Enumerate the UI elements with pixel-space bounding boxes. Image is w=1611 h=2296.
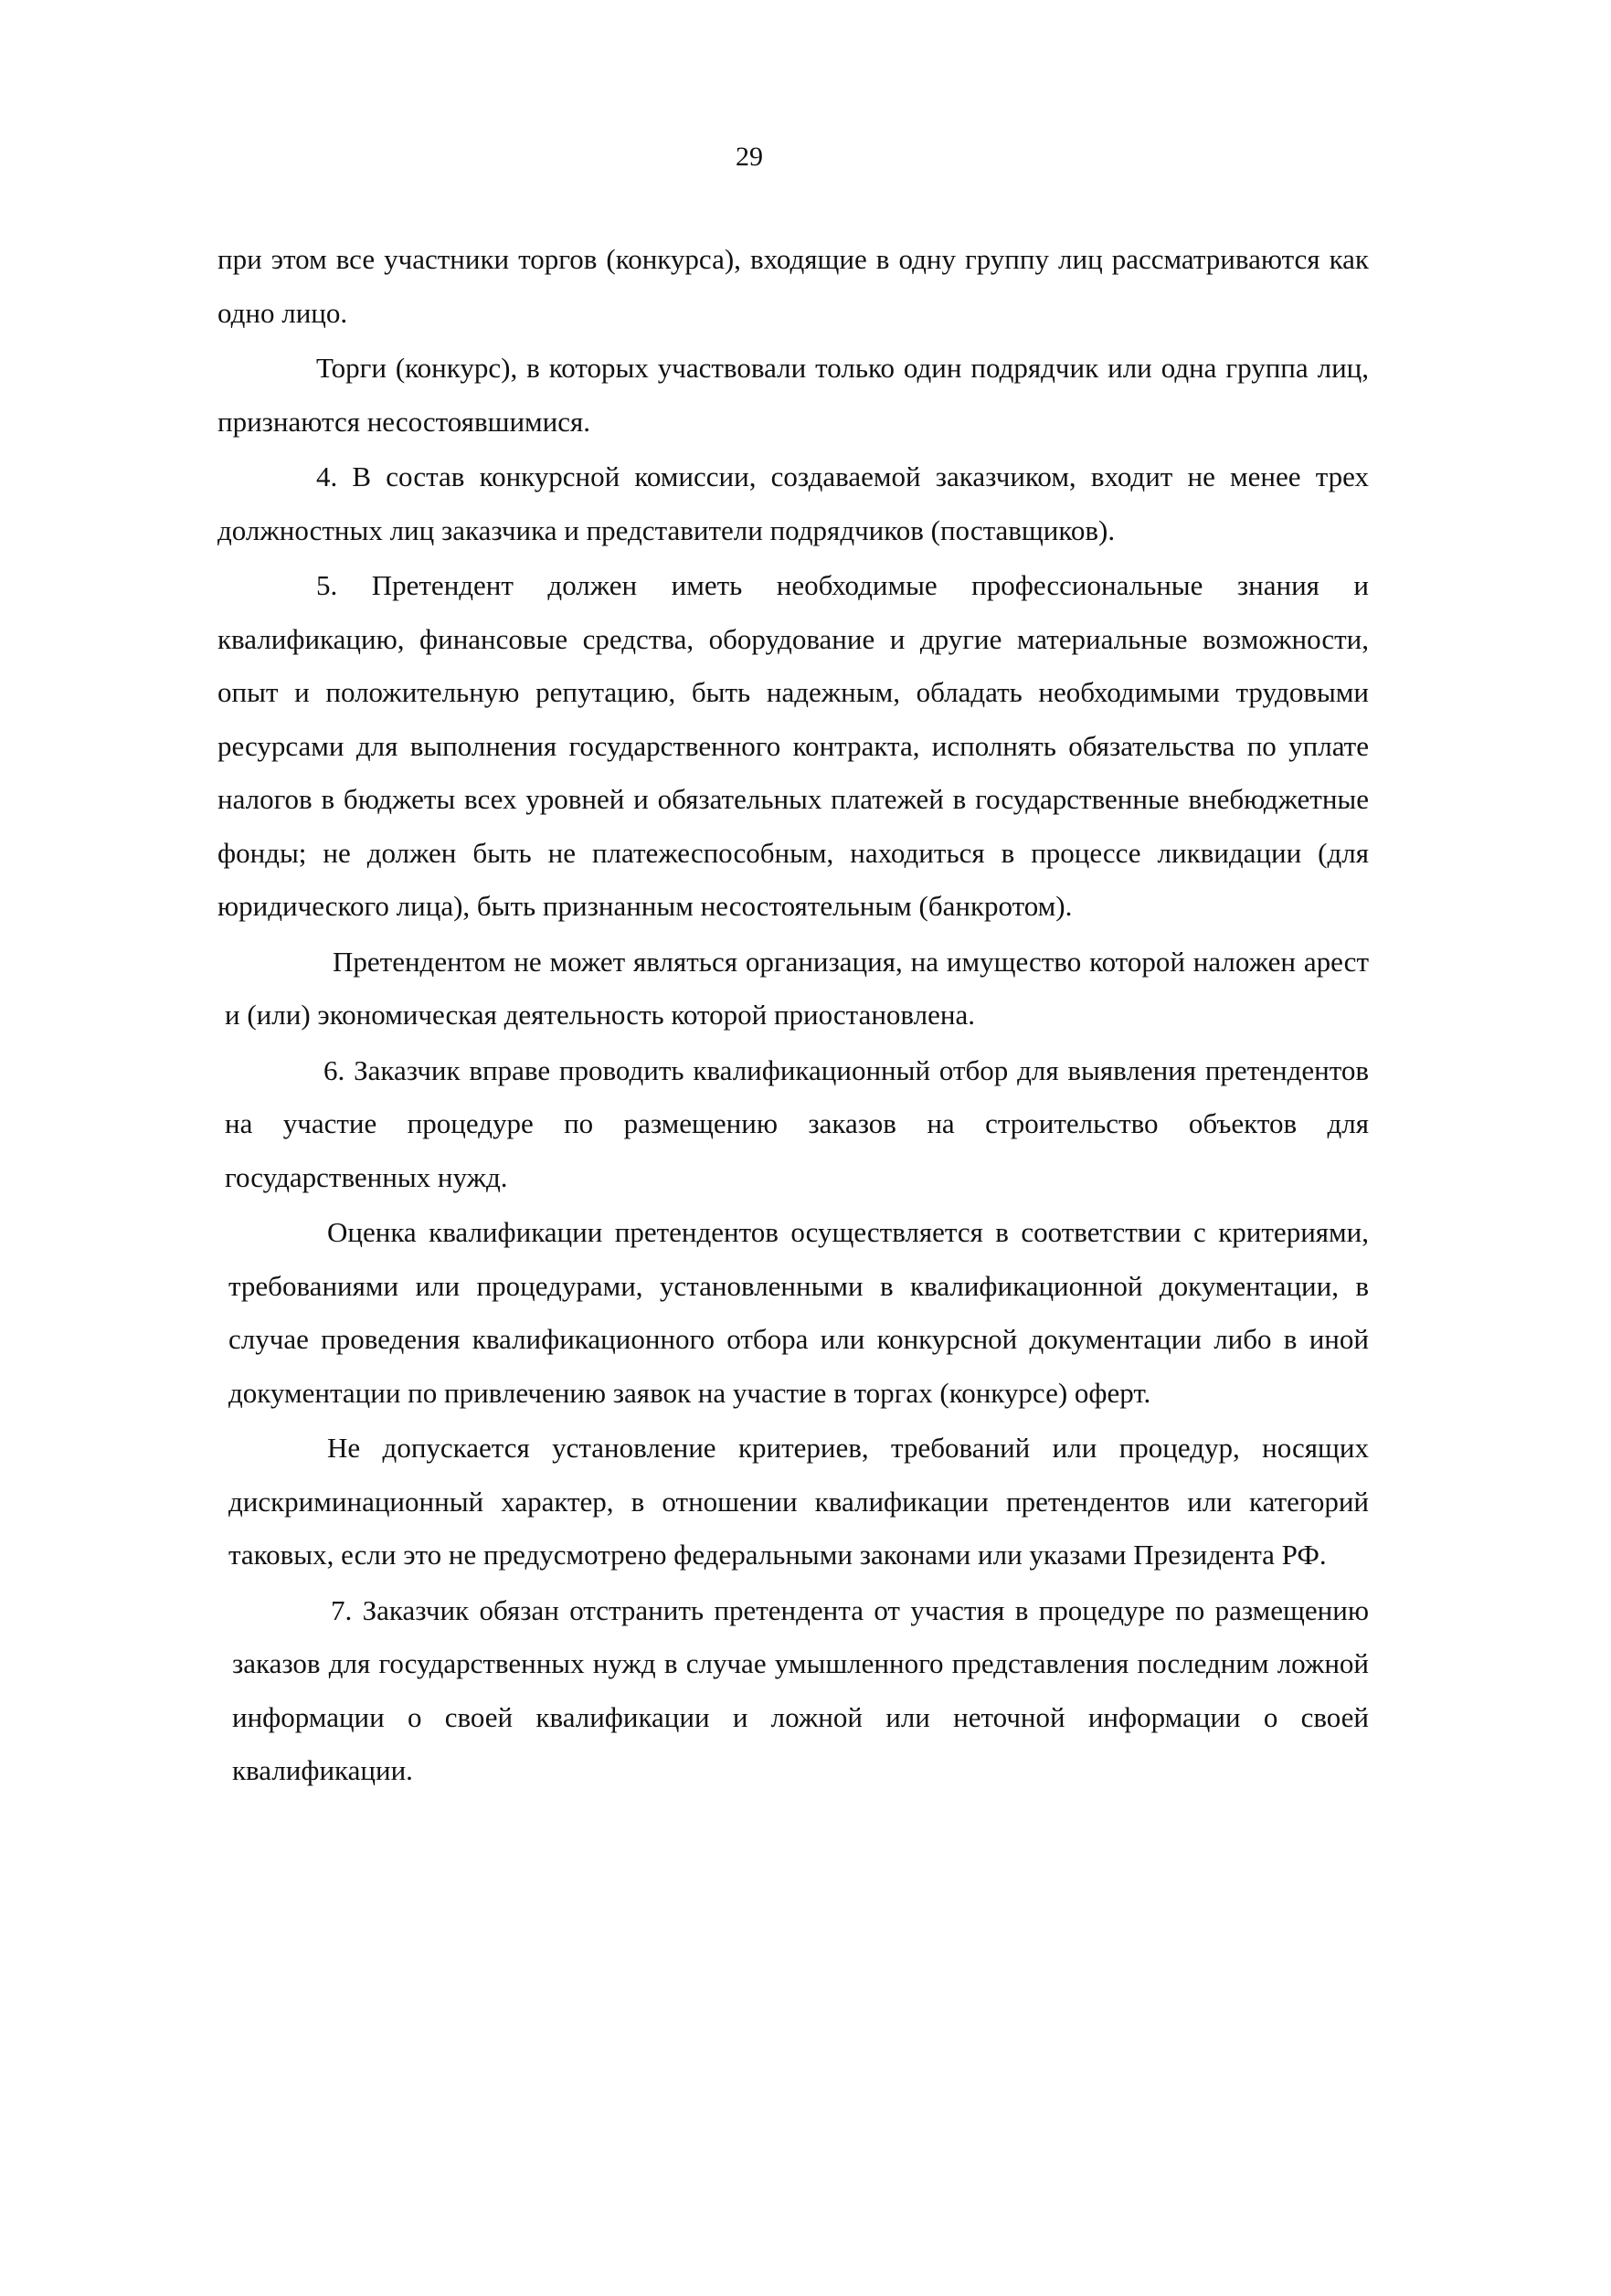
paragraph-item-5: 5. Претендент должен иметь необходимые профессиональные знания и квалификацию, финансовые средства, оборудование и другие материальные возможности, опыт и положительную репутацию, быть надежным, обладать необходимыми трудовыми ресурсами для выполнения государственного контракта, исполнять обязательства по уплате налогов в бюджеты всех уровней и обязательных платежей в государственные внебюджетные фонды; не должен быть не платежеспособным, находиться в процессе ликвидации (для юридического лица), быть признанным несостоятельным (банкротом).	[217, 569, 1369, 922]
paragraph-applicant-restriction: Претендентом не может являться организация, на имущество которой наложен арест и (или) экономическая деятельность которой приостановлена.	[225, 945, 1369, 1031]
paragraph-item-4: 4. В состав конкурсной комиссии, создаваемой заказчиком, входит не менее трех должностных лиц заказчика и представители подрядчиков (поставщиков).	[217, 460, 1369, 546]
paragraph-item-7: 7. Заказчик обязан отстранить претендента от участия в процедуре по размещению заказов для государственных нужд в случае умышленного представления последним ложной информации о своей квалификации и ложной или неточной информации о своей квалификации.	[232, 1593, 1369, 1786]
paragraph-item-6: 6. Заказчик вправе проводить квалификационный отбор для выявления претендентов на участие процедуре по размещению заказов на строительство объектов для государственных нужд.	[225, 1053, 1369, 1193]
paragraph-qualification-assessment: Оценка квалификации претендентов осуществляется в соответствии с критериями, требованиями или процедурами, установленными в квалификационной документации, в случае проведения квалификационного отбора или конкурсной документации либо в иной документации по привлечению заявок на участие в торгах (конкурсе) оферт.	[228, 1216, 1369, 1409]
page-number: 29	[736, 142, 763, 172]
document-body	[217, 233, 1369, 1798]
paragraph-no-discrimination: Не допускается установление критериев, требований или процедур, носящих дискриминационный характер, в отношении квалификации претендентов или категорий таковых, если это не предусмотрено федеральными законами или указами Президента РФ.	[228, 1432, 1369, 1571]
paragraph-continuation: при этом все участники торгов (конкурса), входящие в одну группу лиц рассматриваются как одно лицо.	[217, 243, 1369, 329]
paragraph-single-bidder: Торги (конкурс), в которых участвовали только один подрядчик или одна группа лиц, признаются несостоявшимися.	[217, 352, 1369, 438]
